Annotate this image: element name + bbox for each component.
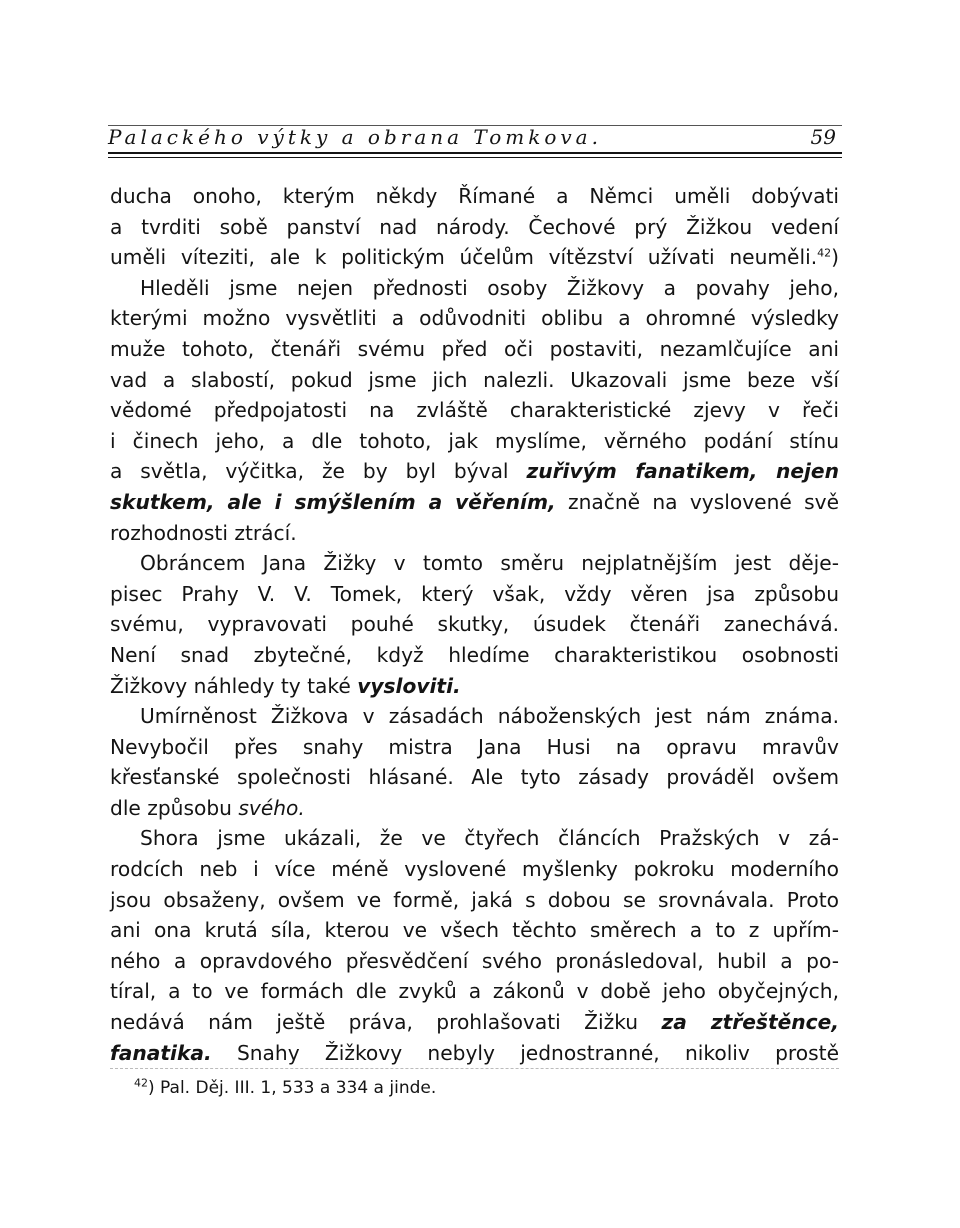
text-line: a tvrditi sobě panství nad národy. Čechové prý Žižkou vedení <box>110 214 839 239</box>
text-line: Nevybočil přes snahy mistra Jana Husi na opravu mravův <box>110 734 839 759</box>
text-line: i činech jeho, a dle tohoto, jak myslíme, věrného podání stínu <box>110 428 839 453</box>
text-line <box>110 487 839 518</box>
italic-emphasis: fanatika. <box>110 1040 212 1065</box>
footnote-reference: 42 <box>817 246 832 260</box>
text-run: Snahy Žižkovy nebyly jednostranné, nikoliv prostě <box>211 1040 839 1065</box>
paragraph-start-line: Umírněnost Žižkova v zásadách náboženských jest nám známa. <box>140 704 839 729</box>
paragraph-start-line: Hleděli jsme nejen přednosti osoby Žižkovy a povahy jeho, <box>140 275 839 300</box>
body-text <box>110 181 839 1068</box>
paragraph-end-line <box>110 793 839 824</box>
text-run: dle způsobu <box>110 795 239 820</box>
text-line <box>110 456 839 487</box>
text-line: Není snad zbytečné, když hledíme charakteristikou osobnosti <box>110 642 839 667</box>
text-line: vědomé předpojatosti na zvláště charakteristické zjevy v řeči <box>110 398 839 423</box>
text-line <box>110 1007 839 1038</box>
paragraph-start-line: Obráncem Jana Žižky v tomto směru nejplatnějším jest děje- <box>140 551 839 576</box>
paragraph-end-line: rozhodnosti ztrácí. <box>110 520 297 545</box>
text-line: jsou obsaženy, ovšem ve formě, jaká s dobou se srovnávala. Proto <box>110 887 839 912</box>
paragraph-start-line: Shora jsme ukázali, že ve čtyřech článcích Pražských v zá- <box>140 826 839 851</box>
footnote-text: ) Pal. Děj. III. 1, 533 a 334 a jinde. <box>148 1078 437 1098</box>
text-line: křesťanské společnosti hlásané. Ale tyto zásady prováděl ovšem <box>110 765 839 790</box>
footnote-marker: 42 <box>134 1076 148 1090</box>
italic-emphasis: zuřivým fanatikem, nejen <box>526 459 839 484</box>
text-line: muže tohoto, čtenáři svému před oči postaviti, nezamlčujíce ani <box>110 336 839 361</box>
text-line: ani ona krutá síla, kterou ve všech těchto směrech a to z upřím- <box>110 918 839 943</box>
italic-emphasis: skutkem, ale i smýšlením a věřením, <box>110 489 556 514</box>
paragraph-end-line <box>110 671 839 702</box>
text-run: nedává nám ještě práva, prohlašovati Žižku <box>110 1010 662 1035</box>
footnote-rule <box>110 1068 839 1069</box>
text-line: rodcích neb i více méně vyslovené myšlenky pokroku moderního <box>110 857 839 882</box>
header-rule-thick <box>108 152 842 154</box>
page-number: 59 <box>810 125 836 149</box>
text-run: uměli víteziti, ale k politickým účelům vítězství užívati neuměli. <box>110 245 818 270</box>
text-line: pisec Prahy V. V. Tomek, který však, vždy věren jsa způsobu <box>110 581 839 606</box>
italic-emphasis: svého. <box>238 795 305 820</box>
text-run: značně na vyslovené svě <box>555 489 840 514</box>
text-run: a světla, výčitka, že by byl býval <box>110 459 527 484</box>
italic-emphasis: za ztřeštěnce, <box>661 1010 839 1035</box>
text-line: svému, vypravovati pouhé skutky, úsudek čtenáři zanechává. <box>110 612 839 637</box>
text-line <box>110 1038 839 1069</box>
header-rule-thin <box>108 157 842 158</box>
text-line: vad a slabostí, pokud jsme jich nalezli. Ukazovali jsme beze vší <box>110 367 839 392</box>
text-line: uměli víteziti, ale k politickým účelům vítězství užívati neuměli.$^{42}$) <box>110 245 839 270</box>
text-line: ného a opravdového přesvědčení svého pronásledoval, hubil a po- <box>110 948 839 973</box>
text-line: tíral, a to ve formách dle zvyků a zákonů v době jeho obyčejných, <box>110 979 839 1004</box>
footnote <box>134 1078 436 1098</box>
running-head: Palackého výtky a obrana Tomkova. <box>108 125 602 149</box>
text-line: kterými možno vysvětliti a odůvodniti oblibu a ohromné výsledky <box>110 306 839 331</box>
italic-emphasis: vysloviti. <box>357 673 461 698</box>
text-run: Žižkovy náhledy ty také <box>110 673 358 698</box>
text-line: ducha onoho, kterým někdy Římané a Němci uměli dobývati <box>110 184 839 208</box>
